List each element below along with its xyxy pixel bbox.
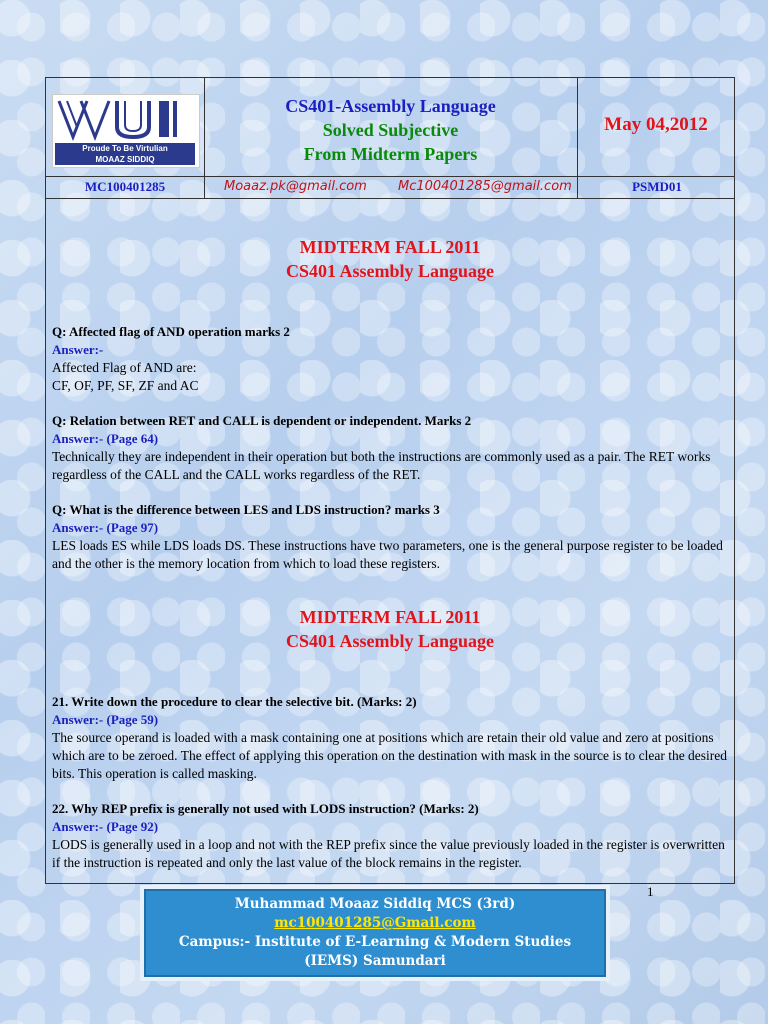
section-subtitle: CS401 Assembly Language [285, 631, 495, 651]
question: 21. Write down the procedure to clear the selective bit. (Marks: 2) [52, 694, 417, 709]
course-title: CS401-Assembly Language [285, 96, 496, 116]
info-row [46, 176, 734, 199]
author-email-link[interactable]: mc100401285@Gmail.com [274, 915, 476, 931]
header-row [46, 78, 734, 177]
code-cell: PSMD01 [577, 176, 736, 198]
subtitle-midterm: From Midterm Papers [303, 144, 478, 164]
logo-band [55, 143, 195, 165]
answer-label: Answer:- (Page 97) [52, 520, 159, 535]
question-item [52, 693, 728, 783]
vu-logo [52, 94, 200, 168]
document-frame [45, 77, 735, 884]
title-block [204, 78, 577, 166]
answer-text: CF, OF, PF, SF, ZF and AC [52, 378, 199, 393]
question: Q: Affected flag of AND operation marks 2 [52, 324, 290, 339]
section-title: MIDTERM FALL 2011 [299, 607, 481, 627]
author-name: Muhammad Moaaz Siddiq MCS (3rd) [234, 896, 516, 912]
document-date: May 04,2012 [604, 114, 708, 135]
question-item [52, 412, 728, 484]
vu-logo-mark-icon [55, 97, 195, 141]
question-item [52, 501, 728, 573]
answer-text: Affected Flag of AND are: [52, 360, 197, 375]
answer-label: Answer:- (Page 92) [52, 819, 159, 834]
campus-name: Campus:- Institute of E-Learning & Modern Studies [178, 934, 572, 950]
answer-text: Technically they are independent in their operation but both the instructions are commonly used as a pair. The RET works regardless of the CALL and the CALL works regardless of the RET. [52, 449, 711, 482]
page-number: 1 [647, 884, 654, 899]
answer-label: Answer:- [52, 342, 104, 357]
email-primary: Moaaz.pk@gmail.com [224, 179, 367, 194]
student-id: MC100401285 [46, 176, 205, 198]
answer-label: Answer:- (Page 59) [52, 712, 159, 727]
question: 22. Why REP prefix is generally not used with LODS instruction? (Marks: 2) [52, 801, 479, 816]
answer-text: LODS is generally used in a loop and not with the REP prefix since the value previously loaded in the register is overwritten if the instruction is repeated and only the last value of the block remains in the register. [52, 837, 725, 870]
question: Q: Relation between RET and CALL is dependent or independent. Marks 2 [52, 413, 472, 428]
campus-location: (IEMS) Samundari [304, 953, 446, 969]
section-title: MIDTERM FALL 2011 [299, 237, 481, 257]
question-item [52, 800, 728, 872]
content-area [46, 199, 734, 872]
answer-text: LES loads ES while LDS loads DS. These instructions have two parameters, one is the general purpose register to be loaded and the other is the memory location from which to load these registers. [52, 538, 723, 571]
question-item [52, 323, 728, 395]
logo-cell [46, 78, 205, 176]
email-secondary: Mc100401285@gmail.com [398, 179, 572, 194]
answer-text: The source operand is loaded with a mask containing one at positions which are retain their old value and zero at positions which are to be zeroed. The effect of applying this operation on the destination with mask in the source is to clear the desired bits. This operation is called masking. [52, 730, 728, 781]
subtitle-solved: Solved Subjective [322, 120, 459, 140]
footer-banner [140, 885, 610, 981]
logo-tagline: Proude To Be Virtulian [82, 144, 168, 153]
question: Q: What is the difference between LES and LDS instruction? marks 3 [52, 502, 440, 517]
logo-name: MOAAZ SIDDIQ [95, 155, 155, 164]
answer-label: Answer:- (Page 64) [52, 431, 159, 446]
section-subtitle: CS401 Assembly Language [285, 261, 495, 281]
